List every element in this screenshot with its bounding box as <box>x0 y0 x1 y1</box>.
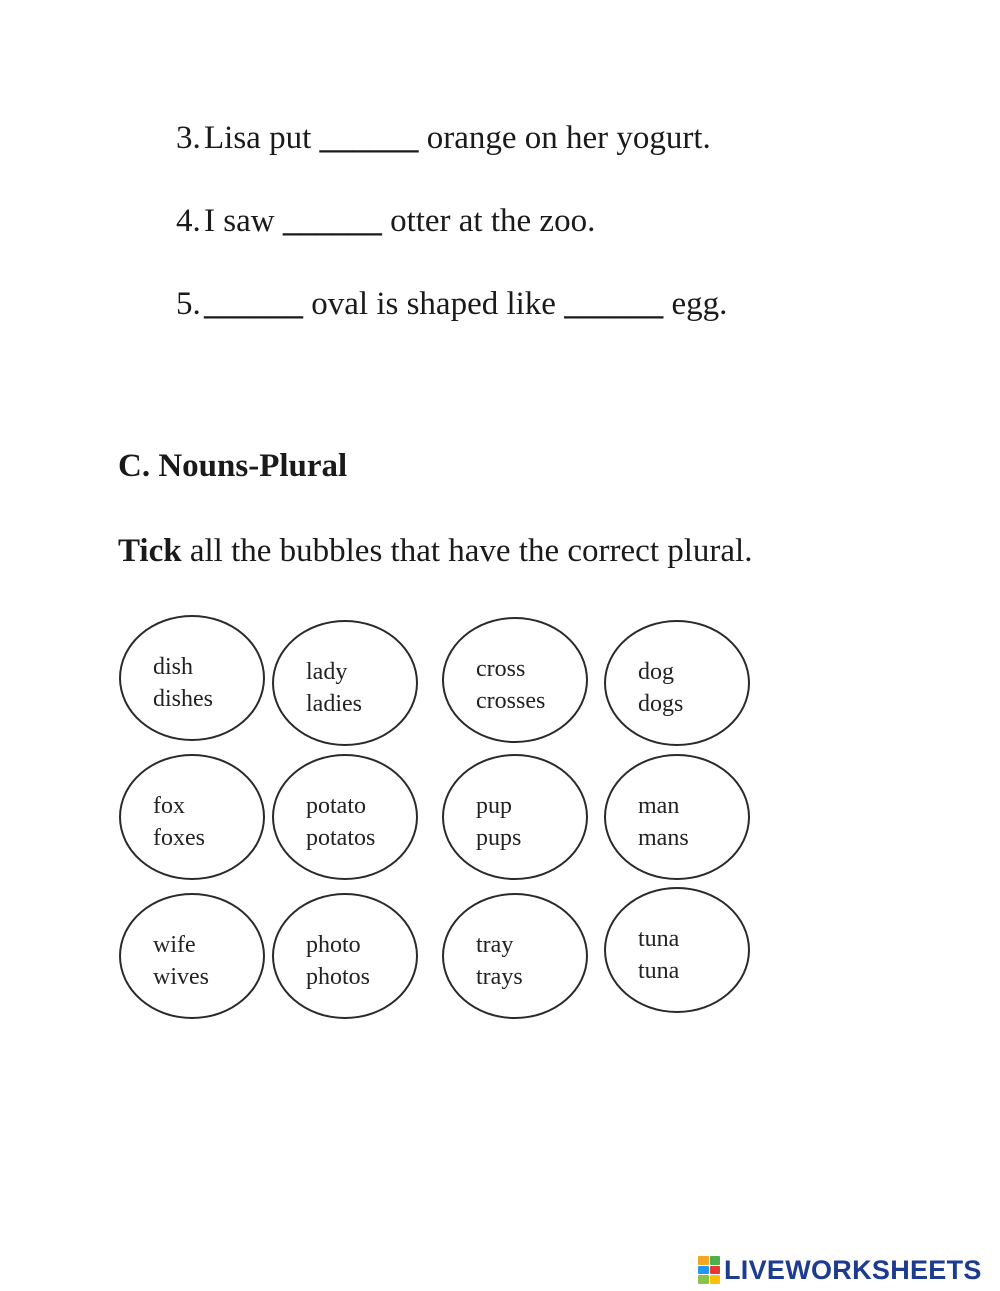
bubble-singular: photo <box>306 932 361 958</box>
bubble-pup[interactable] <box>442 754 588 880</box>
sentence-number: 5. <box>176 286 201 322</box>
instruction-keyword: Tick <box>118 533 182 569</box>
sentence-number: 3. <box>176 120 201 156</box>
bubble-singular: tuna <box>638 926 680 952</box>
bubble-plural: potatos <box>306 825 376 851</box>
bubble-tray[interactable] <box>442 893 588 1019</box>
bubble-plural: photos <box>306 964 371 990</box>
bubble-man[interactable] <box>604 754 750 880</box>
instruction-text: all the bubbles that have the correct plural. <box>181 533 753 569</box>
liveworksheets-logo-icon <box>698 1256 720 1284</box>
bubble-plural: mans <box>638 825 689 851</box>
bubble-wife[interactable] <box>119 893 265 1019</box>
bubble-singular: pup <box>476 793 512 819</box>
sentence-text: egg. <box>663 286 728 322</box>
bubble-plural: tuna <box>638 958 680 984</box>
bubble-plural: dogs <box>638 691 684 717</box>
answer-blank[interactable]: ______ <box>282 203 382 239</box>
bubble-cross[interactable] <box>442 617 588 743</box>
sentence-4 <box>176 201 595 241</box>
liveworksheets-logo[interactable] <box>698 1253 982 1287</box>
bubble-potato[interactable] <box>272 754 418 880</box>
section-title: C. Nouns-Plural <box>118 448 348 484</box>
bubble-lady[interactable] <box>272 620 418 746</box>
bubble-singular: fox <box>153 793 185 819</box>
sentence-5 <box>176 284 727 324</box>
logo-text: LIVEWORKSHEETS <box>724 1254 982 1285</box>
bubble-fox[interactable] <box>119 754 265 880</box>
bubble-singular: cross <box>476 656 526 682</box>
bubble-plural: foxes <box>153 825 205 851</box>
bubble-plural: wives <box>153 964 209 990</box>
bubble-singular: dish <box>153 654 194 680</box>
instruction <box>118 531 752 571</box>
sentence-text: otter at the zoo. <box>381 203 596 239</box>
bubble-plural: pups <box>476 825 522 851</box>
bubble-plural: dishes <box>153 686 213 712</box>
sentence-3 <box>176 118 711 158</box>
bubble-tuna[interactable] <box>604 887 750 1013</box>
sentence-text: oval is shaped like <box>303 286 565 322</box>
sentence-text: I saw <box>204 203 283 239</box>
bubble-singular: potato <box>306 793 366 819</box>
bubble-plural: trays <box>476 964 523 990</box>
bubble-singular: wife <box>153 932 196 958</box>
sentence-text: orange on her yogurt. <box>418 120 711 156</box>
bubble-singular: man <box>638 793 680 819</box>
bubble-plural: crosses <box>476 688 546 714</box>
bubble-plural: ladies <box>306 691 362 717</box>
bubble-singular: lady <box>306 659 348 685</box>
bubble-dish[interactable] <box>119 615 265 741</box>
bubble-singular: dog <box>638 659 674 685</box>
sentence-text: Lisa put <box>204 120 320 156</box>
answer-blank[interactable]: ______ <box>319 120 419 156</box>
bubble-photo[interactable] <box>272 893 418 1019</box>
bubble-dog[interactable] <box>604 620 750 746</box>
answer-blank[interactable]: ______ <box>204 286 303 322</box>
answer-blank[interactable]: ______ <box>564 286 664 322</box>
bubble-singular: tray <box>476 932 514 958</box>
sentence-number: 4. <box>176 203 201 239</box>
